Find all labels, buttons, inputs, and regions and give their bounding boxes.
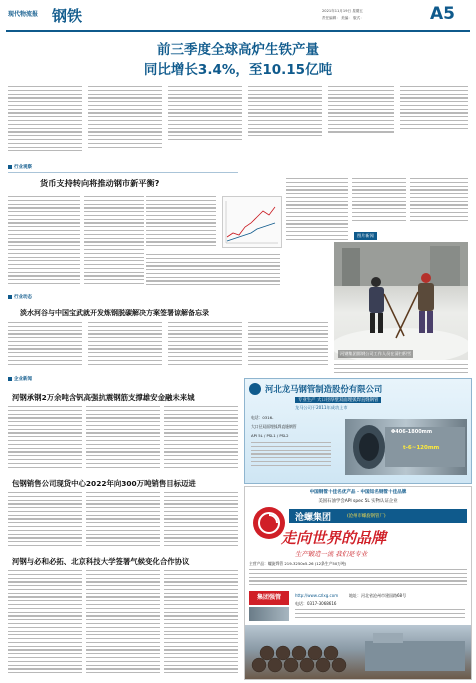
- article-body: [8, 196, 80, 288]
- lead-title-line2: 同比增长3.4%，至10.15亿吨: [143, 62, 333, 78]
- ad2-slogan: 走向世界的品牌: [281, 529, 387, 547]
- article-body: [86, 406, 160, 472]
- section-rule: [8, 172, 238, 173]
- ad-longma[interactable]: [244, 378, 472, 484]
- photo-caption-text: [334, 364, 468, 378]
- ad-tel: 电话：0316-: [251, 415, 274, 420]
- section-marker-icon: [8, 295, 12, 299]
- editor-info: 责任编辑： 美编： 版式：: [322, 16, 364, 20]
- photo-caption-overlay: 河钢集团邯钢公司工作人员在清扫积雪: [340, 351, 412, 356]
- article-body: [352, 178, 406, 226]
- pipe-yard-icon: [245, 625, 471, 679]
- ad-company-name: 河北龙马钢管制造股份有限公司: [265, 384, 383, 394]
- section-marker-icon: [8, 377, 12, 381]
- masthead-rule: [6, 30, 470, 32]
- ad2-logo-strong: [249, 591, 289, 605]
- article-title: 河钢承钢2万余吨含钒高强抗震钢筋支撑雄安金融未来城: [12, 393, 195, 402]
- article-body: [86, 492, 160, 550]
- ad2-contact-lines: [295, 609, 465, 621]
- ad2-detail-lines: [249, 569, 467, 589]
- section-title: 钢铁: [52, 7, 83, 25]
- article-body: [8, 322, 82, 370]
- ad-line2: 龙马公司于2011年成功上市: [295, 405, 348, 410]
- snow-workers-image: [334, 242, 468, 360]
- lead-body-col3: [168, 86, 242, 158]
- ad2-addr: 地址：河北省沧州市建国路68号: [349, 593, 407, 598]
- section-label-text: 企业新闻: [14, 377, 32, 382]
- photo-label-text: 图片新闻: [357, 233, 374, 238]
- article-body: [146, 196, 216, 250]
- ad2-group-sub: (沧州市螺旋钢管厂): [347, 514, 386, 519]
- article-body: [86, 570, 160, 678]
- ad2-banner-sub: 美国石油学会API spec 5L 实物认证企业: [318, 499, 398, 504]
- section-label-text: 行业动态: [14, 295, 32, 300]
- article-body: [8, 570, 82, 678]
- section-label-text: 行业观察: [14, 165, 32, 170]
- section-label-industry-news: [8, 294, 32, 300]
- ad2-logo-strong-text: 集团强管: [256, 594, 281, 601]
- article-body: [410, 178, 468, 226]
- ad2-banner-top: 中国钢管十佳名优产品 · 中国知名钢管十佳品牌: [309, 490, 407, 495]
- ad2-pipe-yard-image: [245, 625, 471, 679]
- ad2-capacity: 主营产品：螺旋焊管 219-3250x5-26 (12条生产50万吨): [249, 561, 347, 566]
- ad-product2: Φ406-1800mm: [391, 429, 433, 435]
- ad-company-logo-icon: [249, 383, 261, 395]
- article-body: [146, 254, 280, 290]
- article-title: 包钢销售公司现货中心2022年向300万吨销售目标迈进: [12, 479, 196, 488]
- ad-product3: t-6~120mm: [403, 445, 440, 451]
- lead-body-col2: [88, 86, 162, 158]
- article-body: [164, 570, 238, 678]
- lead-body-col5: [328, 86, 394, 158]
- ad2-header-band: [289, 509, 467, 523]
- article-body: [84, 196, 144, 288]
- section-label-industry-observe: [8, 164, 32, 170]
- news-photo: [334, 242, 468, 360]
- section-label-enterprise-news: [8, 376, 32, 382]
- section-marker-icon: [8, 165, 12, 169]
- ad2-photo-strip: [249, 607, 289, 621]
- lead-body-col4: [248, 86, 322, 158]
- page-number: A5: [430, 4, 455, 24]
- article-body: [164, 492, 238, 550]
- ad2-web[interactable]: http://www.czlxg.com: [295, 593, 339, 598]
- ad-line1: 专业生产 大口径厚壁双面埋弧焊直缝钢管: [295, 397, 381, 403]
- article-title: 河钢与必和必拓、北京科技大学签署气候变化合作协议: [12, 557, 190, 566]
- masthead: [0, 0, 476, 34]
- ad-detail-lines: [251, 442, 331, 472]
- ad-product-list: [251, 415, 341, 472]
- photo-news-label: [354, 232, 377, 240]
- article-body: [168, 322, 242, 370]
- article-body: [88, 322, 162, 370]
- ad2-tel: 电话：0317-3068616: [295, 601, 337, 606]
- line-chart-icon: [223, 197, 281, 247]
- ad2-motto: 生产锻造一流 我们是专业: [295, 550, 368, 558]
- ad-cangluo[interactable]: [244, 486, 472, 680]
- lead-body-col1: [8, 86, 82, 158]
- article-chart-graphic: [222, 196, 282, 248]
- lead-body-col6: [400, 86, 468, 146]
- article-body: [8, 492, 82, 550]
- issue-info: 2021年11月19日 星期五: [322, 9, 363, 13]
- article-title: 货币支持转向将推动钢市新平衡?: [40, 178, 160, 188]
- article-body: [164, 406, 238, 472]
- article-body: [8, 406, 82, 472]
- paper-name: 现代物流报: [8, 11, 39, 18]
- lead-title: [0, 40, 476, 80]
- article-body: [248, 322, 328, 370]
- lead-title-line1: 前三季度全球高炉生铁产量: [157, 42, 319, 58]
- article-title: 淡水河谷与中国宝武就开发炼钢脱碳解决方案签署谅解备忘录: [20, 309, 209, 317]
- ad-product1: 大口径双面埋弧焊直缝钢管: [251, 424, 297, 429]
- ad2-group-name: 沧螺集团: [295, 513, 332, 523]
- article-body: [286, 178, 348, 246]
- ad-pipe-image: [345, 419, 467, 475]
- ad-spec: API 5L / PSL1 / PSL2: [251, 433, 289, 438]
